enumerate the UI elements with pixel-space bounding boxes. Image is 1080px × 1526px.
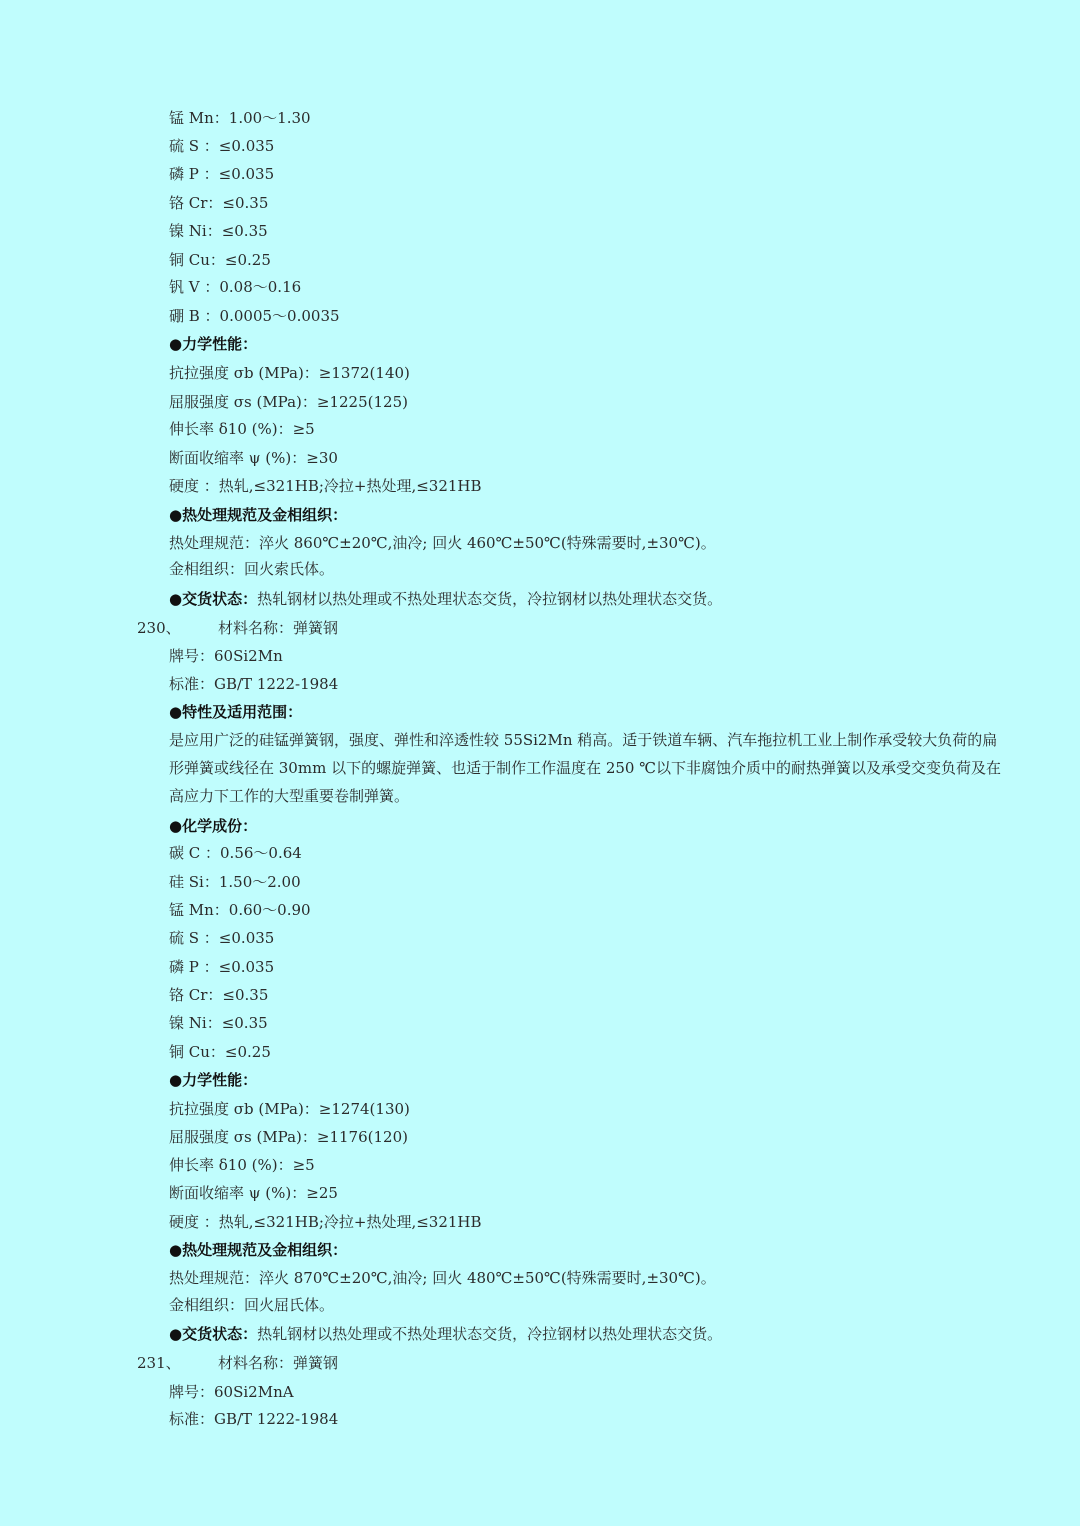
mech-tensile-230: 抗拉强度 σb (MPa)：≥1274(130) (169, 1100, 410, 1118)
microstructure-230: 金相组织：回火屈氏体。 (169, 1296, 335, 1314)
section-heading-heat-treatment-230: ●热处理规范及金相组织： (169, 1241, 348, 1259)
chem-cr-230: 铬 Cr：≤0.35 (169, 986, 269, 1004)
microstructure: 金相组织：回火索氏体。 (169, 560, 335, 578)
chem-ni: 镍 Ni：≤0.35 (169, 222, 268, 240)
chem-cu-230: 铜 Cu：≤0.25 (169, 1043, 271, 1061)
section-heading-chemical: ●化学成份： (169, 817, 258, 835)
chem-s-230: 硫 S ：≤0.035 (169, 929, 275, 947)
mech-reduction-230: 断面收缩率 ψ (%)：≥25 (169, 1184, 338, 1202)
chem-p-230: 磷 P ：≤0.035 (169, 958, 275, 976)
chem-c-230: 碳 C ：0.56～0.64 (169, 844, 302, 862)
chem-cu: 铜 Cu：≤0.25 (169, 251, 271, 269)
chem-s: 硫 S ：≤0.035 (169, 137, 275, 155)
delivery-state-230 (169, 1324, 722, 1344)
mech-elongation: 伸长率 δ10 (%)：≥5 (169, 420, 315, 438)
mech-yield-230: 屈服强度 σs (MPa)：≥1176(120) (169, 1128, 408, 1146)
mech-yield: 屈服强度 σs (MPa)：≥1225(125) (169, 393, 408, 411)
section-heading-properties: ●特性及适用范围： (169, 703, 303, 721)
mech-reduction: 断面收缩率 ψ (%)：≥30 (169, 449, 338, 467)
delivery-text: 热轧钢材以热处理或不热处理状态交货，冷拉钢材以热处理状态交货。 (257, 590, 723, 608)
entry-name-230: 材料名称：弹簧钢 (218, 619, 339, 637)
chem-mn-230: 锰 Mn：0.60～0.90 (169, 901, 311, 919)
section-heading-mechanical: ●力学性能： (169, 335, 258, 353)
delivery-text-230: 热轧钢材以热处理或不热处理状态交货，冷拉钢材以热处理状态交货。 (257, 1325, 723, 1343)
chem-cr: 铬 Cr：≤0.35 (169, 194, 269, 212)
chem-b: 硼 B ：0.0005～0.0035 (169, 307, 340, 325)
chem-si-230: 硅 Si：1.50～2.00 (169, 873, 301, 891)
standard-230: 标准：GB/T 1222-1984 (169, 675, 339, 693)
delivery-label: ●交货状态： (169, 590, 258, 608)
mech-hardness: 硬度 ：热轧,≤321HB;冷拉+热处理,≤321HB (169, 477, 482, 495)
entry-number-230: 230、 (137, 619, 181, 637)
chem-p: 磷 P ：≤0.035 (169, 165, 275, 183)
properties-text: 是应用广泛的硅锰弹簧钢，强度、弹性和淬透性较 55Si2Mn 稍高。适于铁道车辆、汽车拖拉机工业上制作承受较大负荷的扁形弹簧或线径在 30mm 以下的螺旋弹簧、也适于制作工作温度在 250 ℃以下非腐蚀介质中的耐热弹簧以及承受交变负荷及在高应力下工作的大型重要卷制弹簧。 (169, 731, 1002, 805)
section-heading-mechanical-230: ●力学性能： (169, 1071, 258, 1089)
entry-number-231: 231、 (137, 1354, 181, 1372)
mech-hardness-230: 硬度 ：热轧,≤321HB;冷拉+热处理,≤321HB (169, 1213, 482, 1231)
grade-230: 牌号：60Si2Mn (169, 647, 283, 665)
chem-ni-230: 镍 Ni：≤0.35 (169, 1014, 268, 1032)
section-heading-heat-treatment: ●热处理规范及金相组织： (169, 506, 348, 524)
entry-name-231: 材料名称：弹簧钢 (218, 1354, 339, 1372)
delivery-label-230: ●交货状态： (169, 1325, 258, 1343)
mech-elongation-230: 伸长率 δ10 (%)：≥5 (169, 1156, 315, 1174)
delivery-state (169, 589, 722, 609)
heat-spec-230: 热处理规范：淬火 870℃±20℃,油冷; 回火 480℃±50℃(特殊需要时,±30℃)。 (169, 1269, 716, 1287)
chem-v: 钒 V ：0.08～0.16 (169, 278, 302, 296)
heat-spec: 热处理规范：淬火 860℃±20℃,油冷; 回火 460℃±50℃(特殊需要时,±30℃)。 (169, 534, 716, 552)
standard-231: 标准：GB/T 1222-1984 (169, 1410, 339, 1428)
chem-mn: 锰 Mn：1.00～1.30 (169, 109, 311, 127)
mech-tensile: 抗拉强度 σb (MPa)：≥1372(140) (169, 364, 410, 382)
grade-231: 牌号：60Si2MnA (169, 1383, 294, 1401)
